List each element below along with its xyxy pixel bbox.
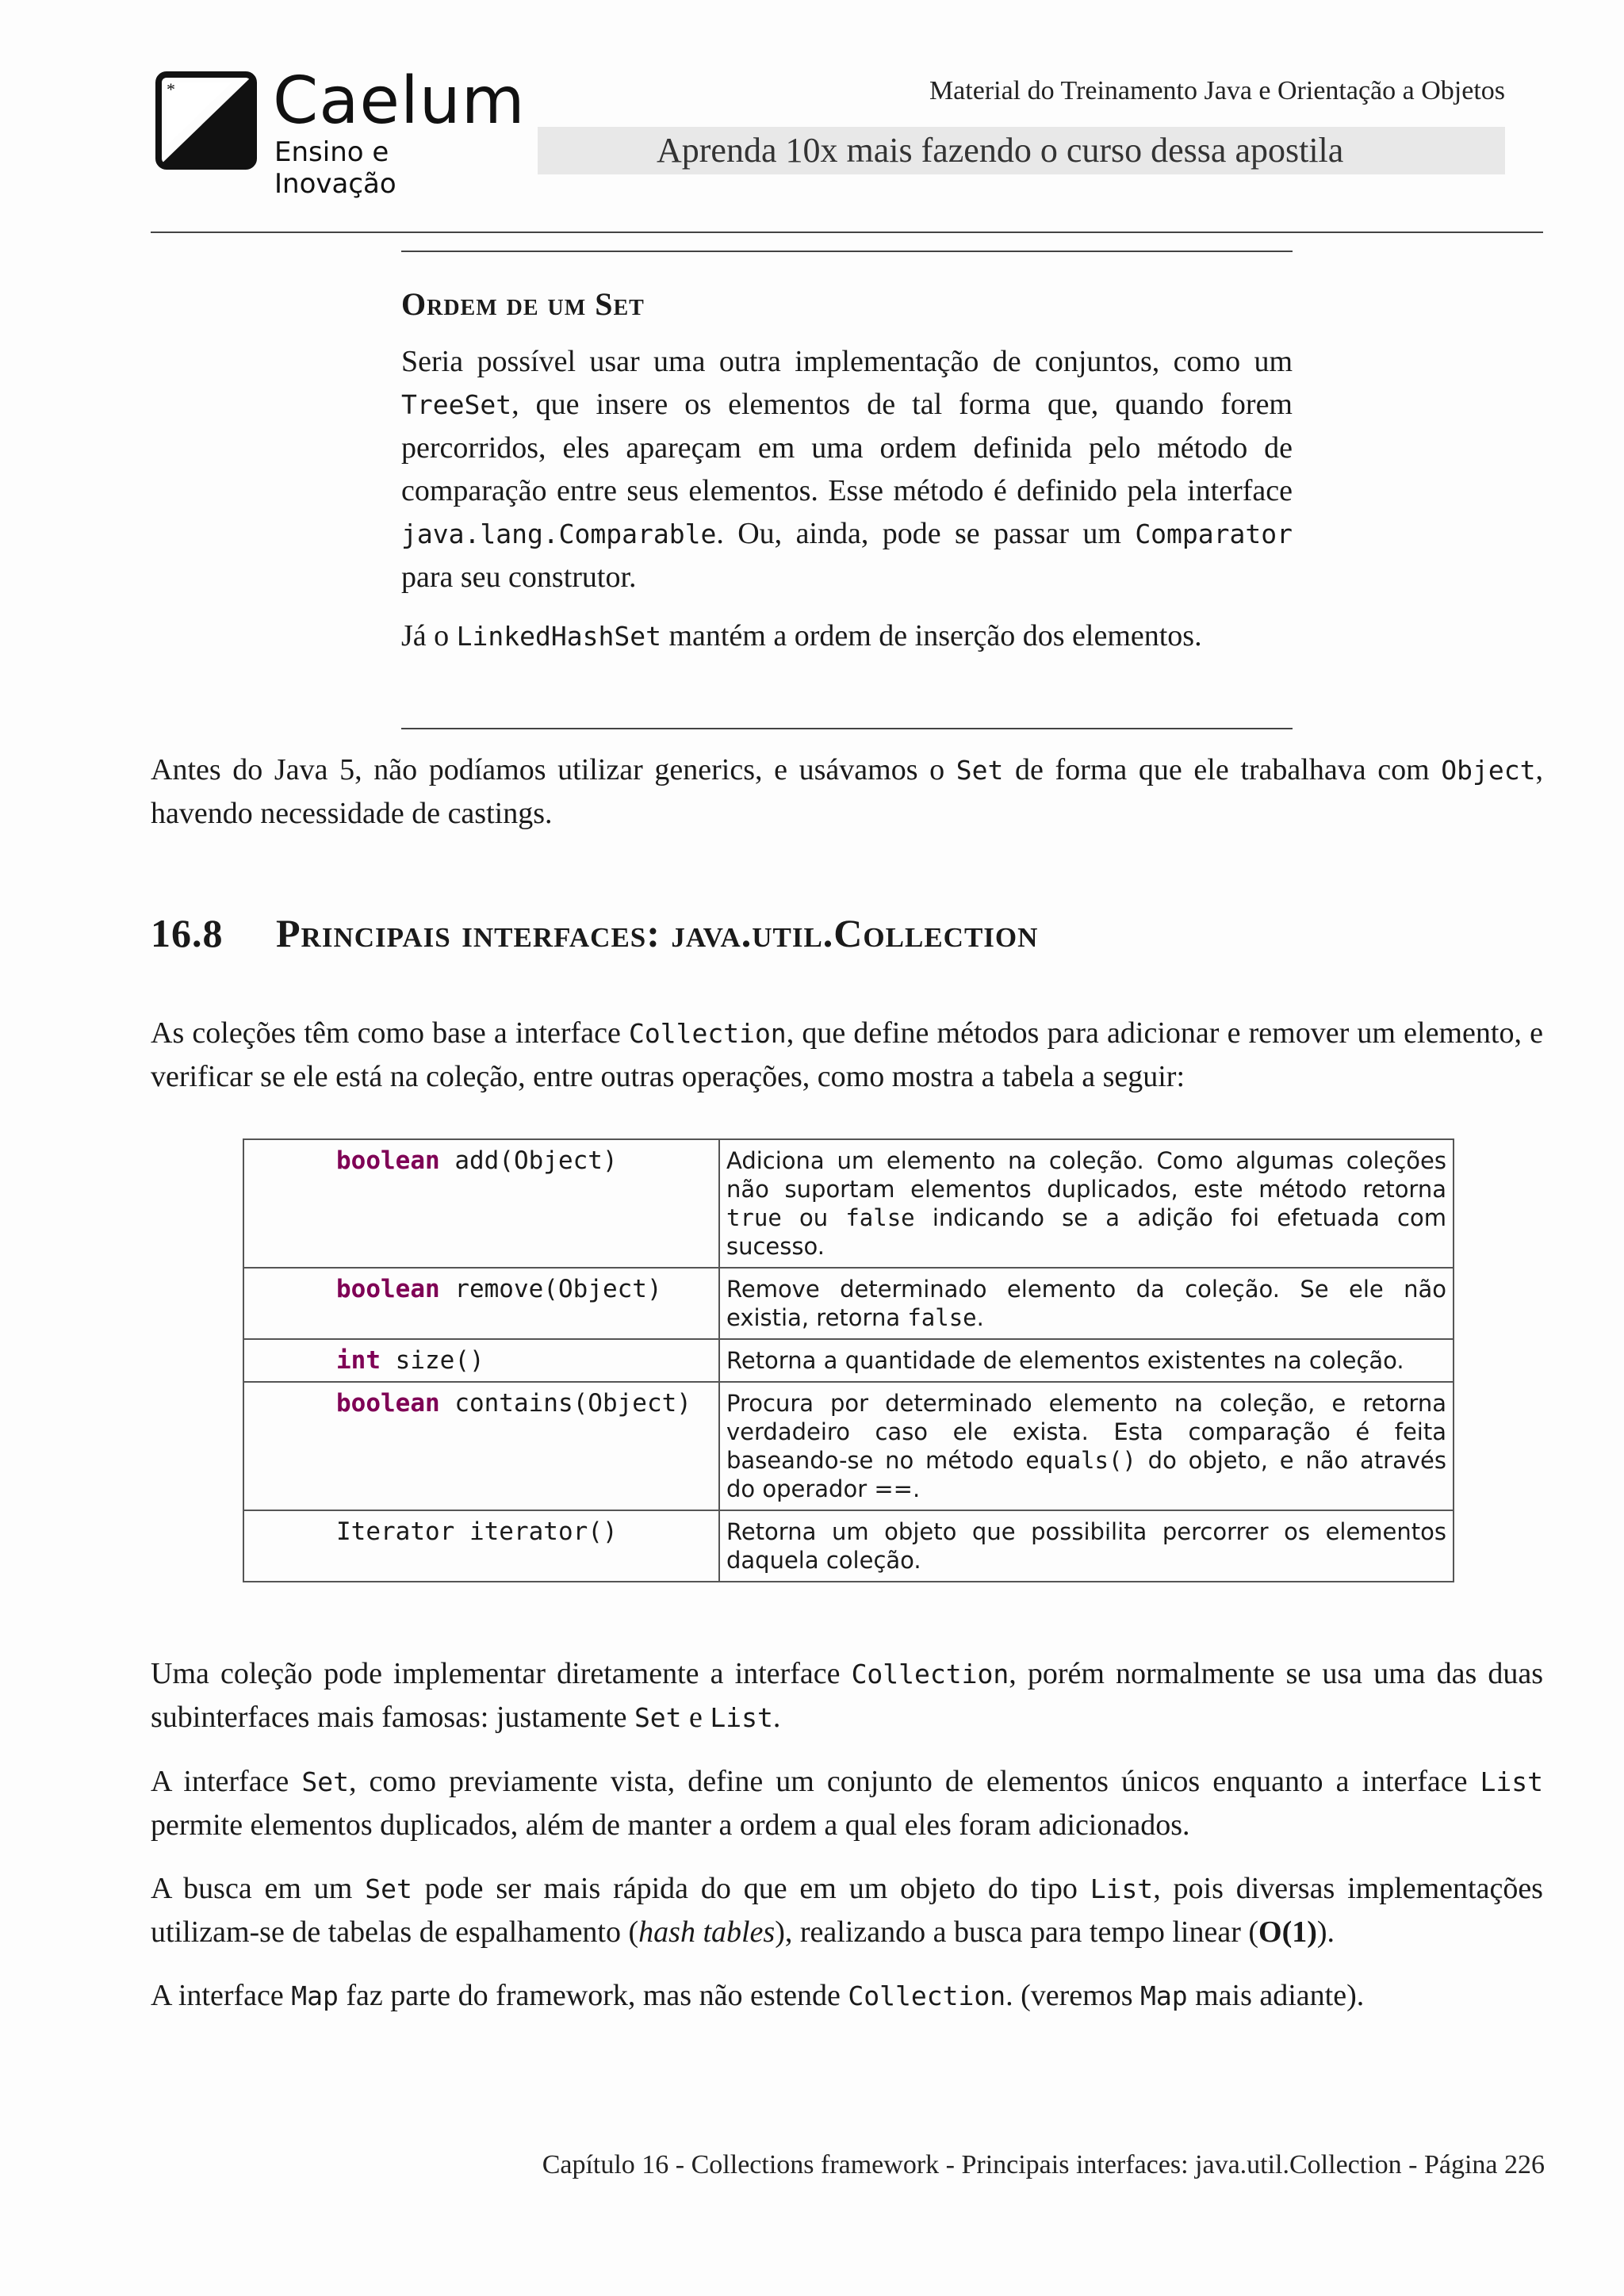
brand-tagline: Ensino e Inovação (274, 136, 396, 200)
paragraph-set-list: A interface Set, como previamente vista, define um conjunto de elementos únicos enquanto a interface List permite elementos duplicados, além de manter a ordem a qual eles foram adicionados. (151, 1765, 1544, 1842)
brand-name: Caelum (273, 63, 526, 139)
method-description: Remove determinado elemento da coleção. Se ele não existia, retorna false. (719, 1268, 1454, 1339)
header-divider (151, 232, 1543, 233)
method-signature: boolean add(Object) (243, 1139, 719, 1268)
section-title: Principais interfaces: java.util.Collection (276, 911, 1039, 955)
section-number: 16.8 (151, 911, 224, 955)
section-heading (151, 910, 1038, 956)
table-row (243, 1339, 1454, 1382)
paragraph-search: A busca em um Set pode ser mais rápida do que em um objeto do tipo List, pois diversas implementações utilizam-se de tabelas de espalhamento (hash tables), realizando a busca para tempo linear (O(1)). (151, 1872, 1543, 1949)
box-bottom-rule (401, 728, 1293, 729)
body-text (151, 1652, 1543, 2038)
svg-text:*: * (167, 79, 175, 99)
paragraph-generics: Antes do Java 5, não podíamos utilizar generics, e usávamos o Set de forma que ele trabalhava com Object, havendo necessidade de castings. (151, 753, 1543, 830)
method-signature: boolean contains(Object) (243, 1382, 719, 1510)
method-signature: int size() (243, 1339, 719, 1382)
note-paragraph-1: Seria possível usar uma outra implementação de conjuntos, como um TreeSet, que insere os elementos de tal forma que, quando forem percorridos, eles apareçam em uma ordem definida pelo método de comparação entre seus elementos. Esse método é definido pela interface java.lang.Comparable. Ou, ainda, pode se passar um Comparator para seu construtor. (401, 345, 1293, 594)
section-intro (151, 1012, 1543, 1119)
paragraph-map: A interface Map faz parte do framework, mas não estende Collection. (veremos Map mais adiante). (151, 1979, 1365, 2012)
note-box (401, 285, 1293, 674)
paragraph-collection: As coleções têm como base a interface Collection, que define métodos para adicionar e remover um elemento, e verificar se ele está na coleção, entre outras operações, como mostra a tabela a seguir: (151, 1016, 1543, 1093)
table-row (243, 1268, 1454, 1339)
note-paragraph-2: Já o LinkedHashSet mantém a ordem de inserção dos elementos. (401, 619, 1202, 652)
method-signature: Iterator iterator() (243, 1510, 719, 1582)
table-row (243, 1139, 1454, 1268)
method-description: Adiciona um elemento na coleção. Como algumas coleções não suportam elementos duplicados, este método retorna true ou false indicando se a adição foi efetuada com sucesso. (719, 1139, 1454, 1268)
table-row (243, 1510, 1454, 1582)
intro-text (151, 748, 1543, 855)
header-banner[interactable]: Aprenda 10x mais fazendo o curso dessa apostila (538, 127, 1505, 174)
method-signature: boolean remove(Object) (243, 1268, 719, 1339)
page-footer: Capítulo 16 - Collections framework - Principais interfaces: java.util.Collection - Página 226 (542, 2150, 1545, 2179)
header-subtitle: Material do Treinamento Java e Orientação a Objetos (929, 76, 1505, 105)
box-top-rule (401, 251, 1293, 252)
caelum-logo-icon (155, 71, 257, 170)
method-description: Retorna um objeto que possibilita percorrer os elementos daquela coleção. (719, 1510, 1454, 1582)
collection-methods-table (243, 1138, 1454, 1582)
paragraph-subinterfaces: Uma coleção pode implementar diretamente a interface Collection, porém normalmente se usa uma das duas subinterfaces mais famosas: justamente Set e List. (151, 1657, 1544, 1734)
method-description: Procura por determinado elemento na coleção, e retorna verdadeiro caso ele exista. Esta comparação é feita baseando-se no método equals() do objeto, e não através do operador ==. (719, 1382, 1454, 1510)
caelum-logo (155, 63, 526, 200)
method-description: Retorna a quantidade de elementos existentes na coleção. (719, 1339, 1454, 1382)
table-row (243, 1382, 1454, 1510)
note-title: Ordem de um Set (401, 286, 645, 322)
